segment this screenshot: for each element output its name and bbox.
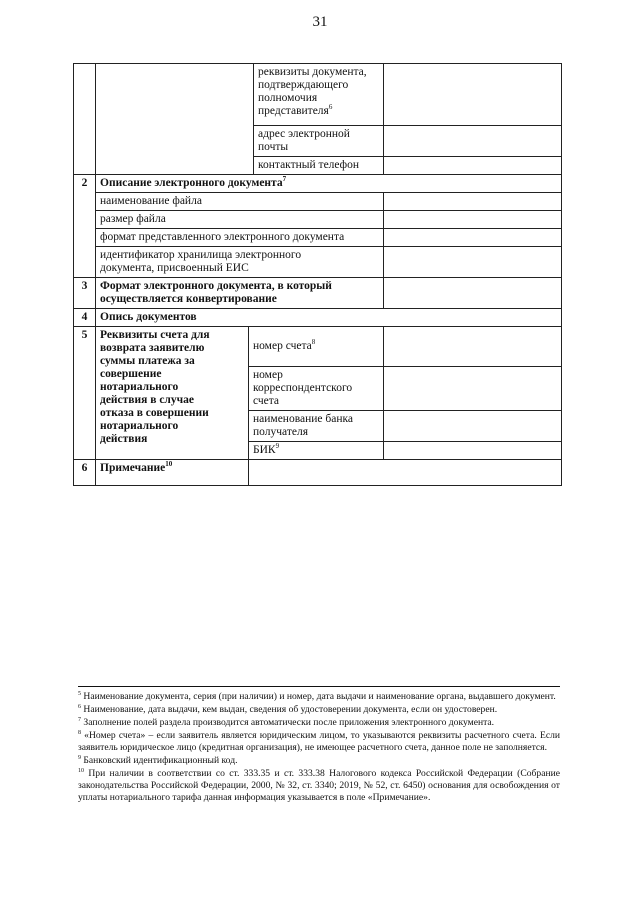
account-number-label: номер счета$^8$ (249, 327, 384, 367)
table-row (74, 327, 562, 367)
file-size-label: размер файла (96, 211, 384, 229)
footnote: $^5$ Наименование документа, серия (при наличии) и номер, дата выдачи и наименование органа, выдавшего документ. (78, 690, 556, 702)
footnote: $^{10}$ При наличии в соответствии со ст. 333.35 и ст. 333.38 Налогового кодекса Российской Федерации (Собрание законодательства Российской Федерации, 2000, № 32, ст. 3340; 2019, № 52, ст. 6450) основания для освобождения от уплаты нотариального тарифа данная информация указывается в поле «Примечание». (78, 767, 560, 803)
footnote: $^6$ Наименование, дата выдачи, кем выдан, сведения об удостоверении документа, если он удостоверен. (78, 703, 498, 715)
section-number: 6 (74, 460, 96, 486)
section-cell (96, 64, 254, 175)
section-number: 2 (74, 175, 96, 278)
bank-name-label: наименование банка получателя (249, 411, 384, 442)
table-row (74, 460, 562, 486)
account-number-value[interactable] (384, 327, 562, 367)
storage-id-label: идентификатор хранилища электронного документа, присвоенный ЕИС (96, 247, 384, 278)
table-row (74, 309, 562, 327)
phone-label: контактный телефон (254, 157, 384, 175)
footnotes (78, 691, 560, 805)
section-number: 3 (74, 278, 96, 309)
table-row (74, 175, 562, 193)
footnote-divider (78, 686, 560, 687)
storage-id-value[interactable] (384, 247, 562, 278)
representative-document-details-value[interactable] (384, 64, 562, 126)
page-number: 31 (312, 14, 328, 30)
representative-document-details-label: реквизиты документа, подтверждающего полномочия представителя$^6$ (254, 64, 384, 126)
table-row (74, 64, 562, 126)
document-format-label: формат представленного электронного документа (96, 229, 384, 247)
application-form-table (73, 63, 562, 486)
email-label: адрес электронной почты (254, 126, 384, 157)
document-format-value[interactable] (384, 229, 562, 247)
footnote: $^7$ Заполнение полей раздела производится автоматически после приложения электронного документа. (78, 716, 495, 728)
file-size-value[interactable] (384, 211, 562, 229)
correspondent-account-value[interactable] (384, 367, 562, 411)
file-name-value[interactable] (384, 193, 562, 211)
bank-name-value[interactable] (384, 411, 562, 442)
bik-label: БИК$^9$ (249, 442, 384, 460)
conversion-format-value[interactable] (384, 278, 562, 309)
table-row (74, 229, 562, 247)
table-row (74, 211, 562, 229)
bik-value[interactable] (384, 442, 562, 460)
table-row (74, 247, 562, 278)
file-name-label: наименование файла (96, 193, 384, 211)
email-value[interactable] (384, 126, 562, 157)
notes-value[interactable] (249, 460, 562, 486)
phone-value[interactable] (384, 157, 562, 175)
section-number: 5 (74, 327, 96, 460)
section-title-document-inventory: Опись документов (96, 309, 562, 327)
table-row (74, 278, 562, 309)
section-title-electronic-document: Описание электронного документа$^7$ (96, 175, 562, 193)
section-title-refund-account: Реквизиты счета для возврата заявителю суммы платежа за совершение нотариального действия в случае отказа в совершении нотариального действия (96, 327, 249, 460)
section-title-conversion-format: Формат электронного документа, в который осуществляется конвертирование (96, 278, 384, 309)
footnote: $^9$ Банковский идентификационный код. (78, 754, 238, 766)
correspondent-account-label: номер корреспондентского счета (249, 367, 384, 411)
footnote: $^8$ «Номер счета» – если заявитель является юридическим лицом, то указываются реквизиты расчетного счета. Если заявитель юридическое лицо (кредитная организация), не имеющее расчетного счета, данное поле не заполняется. (78, 729, 560, 753)
table-row (74, 193, 562, 211)
section-number: 4 (74, 309, 96, 327)
section-title-notes: Примечание$^{10}$ (96, 460, 249, 486)
number-cell (74, 64, 96, 175)
